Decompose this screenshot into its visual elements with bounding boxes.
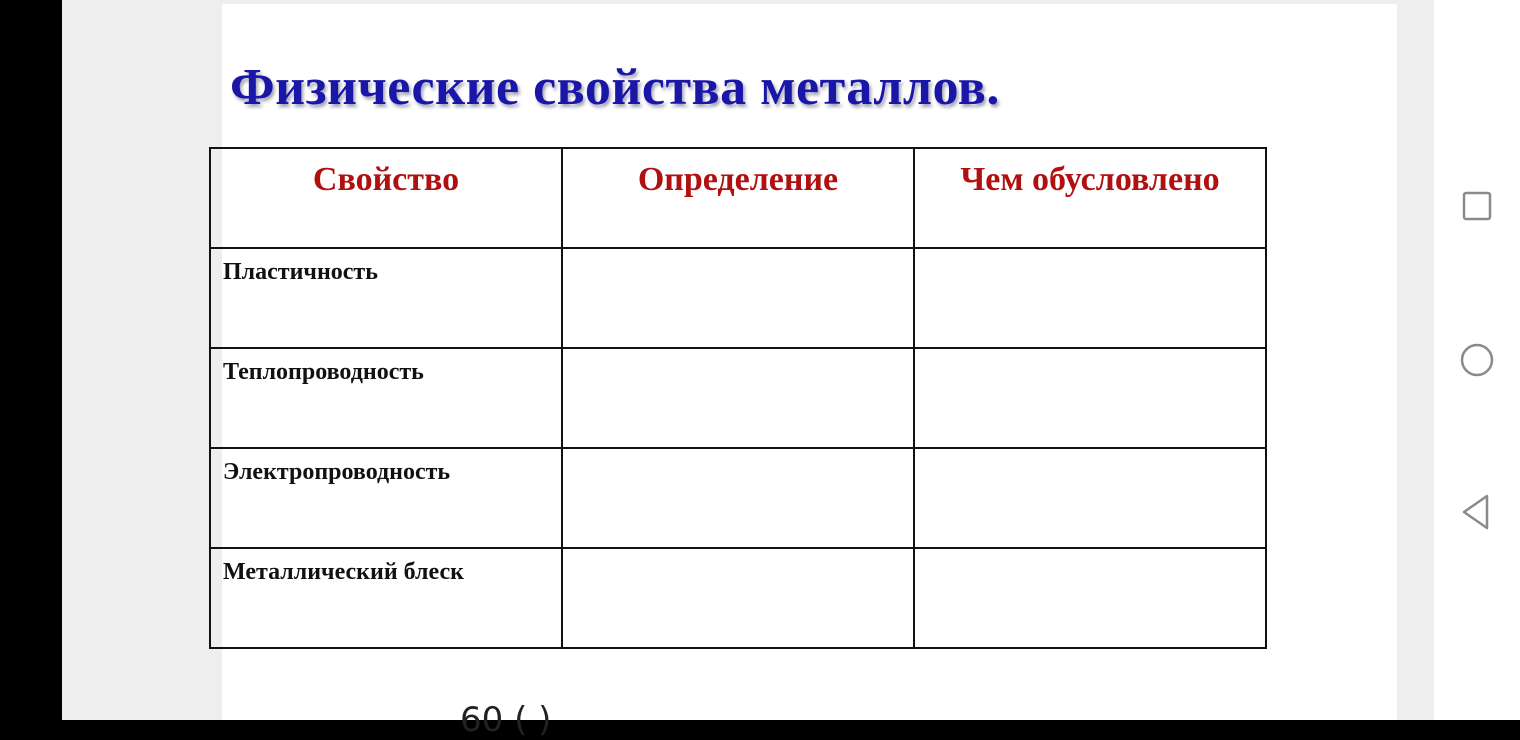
home-button[interactable]: [1456, 340, 1496, 380]
properties-table: [209, 147, 1267, 649]
table-row: [210, 448, 1266, 548]
column-header-cause: Чем обусловлено: [914, 148, 1266, 248]
partial-footer-text: 60 ( ): [460, 700, 552, 740]
cause-cell: [914, 348, 1266, 448]
page-title: Физические свойства металлов.: [230, 59, 1000, 116]
definition-cell: [562, 548, 914, 648]
cause-cell: [914, 548, 1266, 648]
square-icon: [1456, 186, 1496, 226]
recent-apps-button[interactable]: [1456, 186, 1496, 226]
system-navigation-bar: [1434, 0, 1520, 720]
circle-icon: [1456, 340, 1496, 380]
definition-cell: [562, 248, 914, 348]
table-row: [210, 348, 1266, 448]
table-row: [210, 248, 1266, 348]
back-button[interactable]: [1456, 492, 1496, 532]
triangle-back-icon: [1456, 492, 1496, 532]
cause-cell: [914, 448, 1266, 548]
property-cell: Электропроводность: [210, 448, 562, 548]
table-row: [210, 548, 1266, 648]
property-cell: Пластичность: [210, 248, 562, 348]
column-header-property: Свойство: [210, 148, 562, 248]
definition-cell: [562, 348, 914, 448]
cause-cell: [914, 248, 1266, 348]
property-cell: Металлический блеск: [210, 548, 562, 648]
definition-cell: [562, 448, 914, 548]
table-header-row: [210, 148, 1266, 248]
column-header-definition: Определение: [562, 148, 914, 248]
property-cell: Теплопроводность: [210, 348, 562, 448]
